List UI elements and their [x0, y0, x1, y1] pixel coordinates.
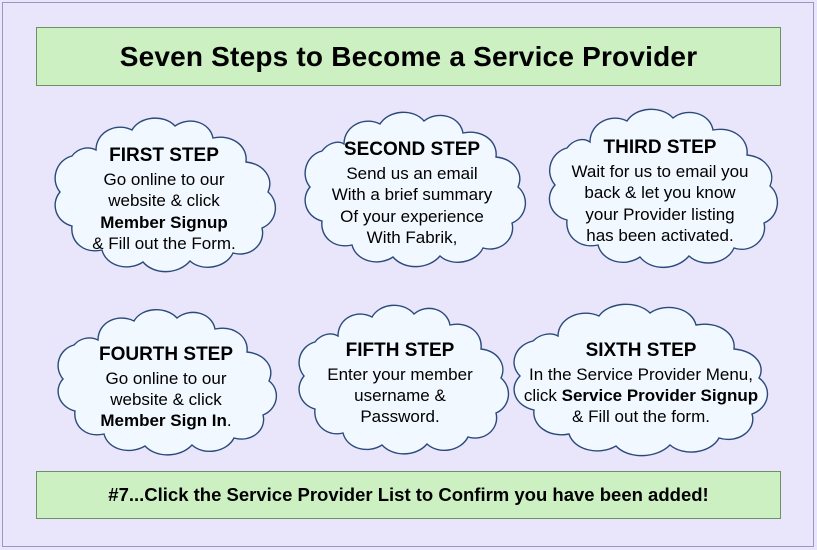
cloud-text-block — [288, 300, 512, 464]
step-line: your Provider listing — [585, 204, 735, 224]
step-cloud-fourth — [46, 304, 286, 464]
step-line: & Fill out the Form. — [92, 234, 236, 254]
step-cloud-second — [290, 108, 534, 278]
step-line: Of your experience — [340, 206, 484, 226]
step-heading: FIRST STEP — [109, 145, 219, 167]
page-title: Seven Steps to Become a Service Provider — [119, 40, 698, 72]
step-line: has been activated. — [586, 226, 734, 246]
step-line: & Fill out the form. — [572, 407, 710, 427]
cloud-text-block — [290, 108, 534, 278]
step-line: With a brief summary — [331, 185, 493, 205]
step-heading: SIXTH STEP — [585, 340, 697, 362]
step-line: username & — [354, 386, 446, 405]
step-heading: FIFTH STEP — [345, 340, 455, 362]
step-cloud-third — [534, 104, 786, 278]
step-line: Wait for us to email you — [571, 161, 749, 181]
cloud-text-block — [44, 112, 284, 282]
step-line: Member Sign In. — [100, 411, 232, 431]
step-line: Enter your member — [327, 364, 473, 384]
step-line: Send us an email — [346, 163, 478, 183]
step-heading: THIRD STEP — [603, 137, 717, 159]
footer-text: #7...Click the Service Provider List to Confirm you have been added! — [108, 484, 709, 505]
step-cloud-fifth — [288, 300, 512, 464]
step-line: click Service Provider Signup — [523, 386, 759, 405]
step-cloud-sixth — [496, 300, 786, 464]
step-line: With Fabrik, — [366, 228, 458, 248]
step-line: website & click — [108, 191, 220, 211]
step-line: In the Service Provider Menu, — [529, 364, 753, 384]
step-heading: SECOND STEP — [343, 139, 481, 161]
cloud-text-block — [46, 304, 286, 464]
step-heading: FOURTH STEP — [98, 344, 234, 366]
step-line: website & click — [110, 390, 222, 409]
step-line: Go online to our — [105, 368, 227, 388]
cloud-text-block — [496, 300, 786, 464]
title-banner — [36, 27, 781, 86]
step-cloud-first — [44, 112, 284, 282]
step-line: Password. — [360, 407, 440, 427]
cloud-text-block — [534, 104, 786, 278]
step-line: Member Signup — [100, 212, 228, 232]
step-line: Go online to our — [103, 169, 225, 189]
footer-banner — [36, 471, 781, 519]
step-line: back & let you know — [584, 183, 736, 203]
